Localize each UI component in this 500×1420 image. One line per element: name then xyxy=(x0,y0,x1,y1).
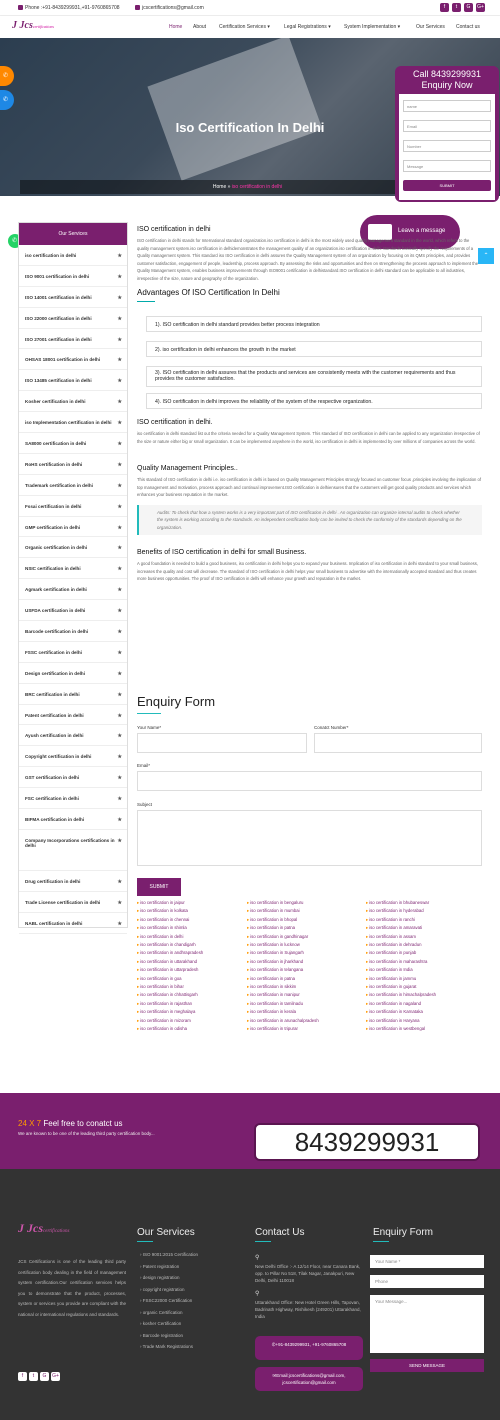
nav-home[interactable]: Home xyxy=(169,24,183,30)
star-icon: ★ xyxy=(117,420,122,427)
name-input[interactable] xyxy=(137,733,307,753)
footer-send-button[interactable]: SEND MESSAGE xyxy=(370,1359,484,1372)
footer-address-uttarakhand: Uttarakhand Office: New Hotel Green Hills, Tapovan, Badrinath Highway, Rishikesh (249201) Uttarakhand, India xyxy=(255,1300,361,1319)
main-content xyxy=(137,226,482,589)
star-icon: ★ xyxy=(117,629,122,636)
enquiry-popup xyxy=(395,66,499,202)
sidebar-item[interactable]: iso certification in delhi ★ xyxy=(19,245,127,266)
city-link[interactable]: ▸ iso certification in assam xyxy=(366,933,436,941)
location-icon: ⚲ xyxy=(255,1255,260,1261)
city-link[interactable]: ▸ iso certification in amaravati xyxy=(366,924,436,932)
city-link[interactable]: ▸ iso certification in hyderabad xyxy=(366,907,436,915)
city-link[interactable]: ▸ iso certification in jharkhand xyxy=(247,958,319,966)
footer-message-input[interactable]: Your Message... xyxy=(370,1295,484,1353)
paragraph: This standard of ISO certification in delhi i.e. iso certification in delhi is based on Quality Management Principles strongly focused on customer focus ,principles involving the implication of top management and motivation, process approach and continual improvement.ISO certification in delhiensures that the customers will get good quality products and services which enhances your business reputation in the market. xyxy=(137,477,482,497)
city-link[interactable]: ▸ iso certification in lucknow xyxy=(247,941,319,949)
facebook-icon[interactable]: f xyxy=(18,1372,27,1381)
contact-cta-band xyxy=(0,1093,500,1169)
nav-about[interactable]: About xyxy=(193,24,207,30)
sidebar-item[interactable]: Trade License certification in delhi ★ xyxy=(19,892,127,913)
chevron-right-icon: › xyxy=(140,1332,143,1338)
star-icon: ★ xyxy=(117,399,122,406)
popup-title: Enquiry Now xyxy=(421,80,473,90)
sidebar-item[interactable]: BRC certification in delhi ★ xyxy=(19,684,127,705)
sidebar-item[interactable]: Patent certification in delhi ★ xyxy=(19,705,127,726)
star-icon: ★ xyxy=(117,273,122,280)
footer-service-link[interactable]: › Patent registration xyxy=(140,1263,180,1269)
sidebar-item[interactable]: NABL certification in delhi ★ xyxy=(19,913,127,934)
heading-underline xyxy=(137,301,155,302)
chevron-up-icon: ⌃ xyxy=(483,253,489,259)
city-link[interactable]: ▸ iso certification in punjab xyxy=(366,949,436,957)
email-field-group xyxy=(137,763,482,791)
city-link[interactable]: ▸ iso certification in sikkim xyxy=(247,983,319,991)
sidebar-item[interactable]: ISO 13485 certification in delhi ★ xyxy=(19,370,127,391)
popup-phone[interactable]: Call 8439299931 xyxy=(412,69,482,79)
footer-service-link[interactable]: › kosher Certification xyxy=(140,1321,182,1326)
city-link[interactable]: ▸ iso certification in rajasthan xyxy=(137,1000,203,1008)
city-link[interactable]: ▸ iso certification in bengaluru xyxy=(247,899,319,907)
star-icon: ★ xyxy=(117,754,122,761)
location-icon: ⚲ xyxy=(255,1291,260,1297)
hero-image xyxy=(147,35,322,180)
star-icon: ★ xyxy=(117,482,122,489)
star-icon: ★ xyxy=(117,378,122,385)
city-link[interactable]: ▸ iso certification in himachalpradesh xyxy=(366,991,436,999)
city-link[interactable]: ▸ iso certification in odisha xyxy=(137,1025,203,1033)
city-link[interactable]: ▸ iso certification in arunachalpradesh xyxy=(247,1017,319,1025)
advantage-item: 3). ISO certification in delhi assures that the products and services are consistently meets with the customer requirements and thus provides the customer satisfaction. xyxy=(146,366,482,387)
sidebar-item[interactable]: USFDA certification in delhi ★ xyxy=(19,600,127,621)
star-icon: ★ xyxy=(117,837,122,844)
chevron-right-icon: › xyxy=(140,1321,143,1326)
footer-service-link[interactable]: › Trade Mark Registrations xyxy=(140,1344,194,1349)
sidebar-item[interactable]: FSSC certification in delhi ★ xyxy=(19,642,127,663)
city-link[interactable]: ▸ iso certification in bihar xyxy=(137,983,203,991)
nav-legal-registrations[interactable]: Legal Registrations ▾ xyxy=(284,24,331,30)
city-link[interactable]: ▸ iso certification in patna xyxy=(247,924,319,932)
whatsapp-icon: ✆ xyxy=(3,97,9,103)
page-title: Iso Certification In Delhi xyxy=(175,120,325,135)
google-icon[interactable]: G xyxy=(40,1372,49,1381)
breadcrumb-home[interactable]: Home xyxy=(212,184,227,190)
contact-label: Conatct Number* xyxy=(314,725,349,730)
city-link[interactable]: ▸ iso certification in tamilnadu xyxy=(247,1000,319,1008)
city-link[interactable]: ▸ iso certification in kolkata xyxy=(137,907,203,915)
city-link[interactable]: ▸ iso certification in jaipur xyxy=(137,899,203,907)
whatsapp-icon: ✆ xyxy=(12,238,18,244)
section-heading: Quality Management Principles.. xyxy=(137,465,238,472)
footer-name-input[interactable]: Your Name * xyxy=(370,1255,484,1268)
star-icon: ★ xyxy=(117,336,122,343)
paragraph: iso certification in delhi standard list out the criteria needed for a Quality Management System. This standard of ISO certification in delhi can be applied to any organization irrespective of the size or nature either big or small organization. It can be implemented anywhere in the world, iso certification in delhi is implemented by over millions of companies across the world. xyxy=(137,431,480,444)
footer-contact-title: Contact Us xyxy=(255,1227,305,1238)
city-link[interactable]: ▸ iso certification in andhrapradesh xyxy=(137,949,203,957)
section-heading: Benefits of ISO certification in delhi for small Business. xyxy=(137,549,307,556)
advantage-item: 1). ISO certification in delhi standard provides better process integration xyxy=(146,316,482,332)
city-link[interactable]: ▸ iso certification in maharashtra xyxy=(366,958,436,966)
nav-contact[interactable]: Contact us xyxy=(456,24,480,30)
city-link[interactable]: ▸ iso certification in meghalaya xyxy=(137,1008,203,1016)
city-link[interactable]: ▸ iso certification in bhopal xyxy=(247,916,319,924)
footer-services-list xyxy=(140,1249,198,1353)
star-icon: ★ xyxy=(117,545,122,552)
city-link[interactable]: ▸ iso certification in delhi xyxy=(137,933,203,941)
city-link[interactable]: ▸ iso certification in Haryana xyxy=(366,1017,436,1025)
popup-form xyxy=(399,94,495,200)
cities-column-3 xyxy=(366,899,436,1034)
facebook-icon[interactable]: f xyxy=(440,3,449,12)
city-link[interactable]: ▸ iso certification in chandigarh xyxy=(137,941,203,949)
footer-about: JCS Certifications is one of the leading third party certification body dealing in the field of management system certification.Our certification services helps you to demonstrate that the product, processes, system or services you provide are compliant with the national or international regulations and standards. xyxy=(18,1259,126,1317)
city-link[interactable]: ▸ iso certification in westbengal xyxy=(366,1025,436,1033)
star-icon: ★ xyxy=(117,920,122,927)
star-icon: ★ xyxy=(117,587,122,594)
heading-underline xyxy=(255,1241,271,1242)
footer-phone-input[interactable]: Phone xyxy=(370,1275,484,1288)
city-link[interactable]: ▸ iso certification in jammu xyxy=(366,975,436,983)
main-nav xyxy=(0,16,500,38)
footer-service-link[interactable]: › Barcode registration xyxy=(140,1332,184,1338)
chevron-right-icon: › xyxy=(140,1263,143,1269)
star-icon: ★ xyxy=(117,649,122,656)
city-link[interactable]: ▸ iso certification in Sujangarh xyxy=(247,949,319,957)
section-heading: ISO certification in delhi xyxy=(137,226,211,233)
intro-paragraph: ISO certification in delhi stands for International standard organization.iso certification in delhi is the most widely used quality management standard in the world, which refers to the quality management system.iso certification in delhidemonstrates the management quality of an organization.iso certification in delhi standards basically specify the requirements of a Quality management system. This standard iso ISO certification in delhi assures the Quality Management system of an organization by focusing on its QMS principles, and provides customer satisfaction, engagement of people, leadership, process approach. By assessing the risks and opportunities and then on strengthening the process approach to implement the Quality Management system, enables business improvements through ISO9001 certification in delhistandard.ISO certification in delhi standard can be applicable to all industries, irrespective of the size, nature and geography of the organization. xyxy=(137,238,479,281)
mail-icon: ✉ xyxy=(272,1373,277,1378)
star-icon: ★ xyxy=(117,253,122,259)
contact-input[interactable] xyxy=(314,733,482,753)
paragraph: A good foundation is needed to build a good business, iso certification in delhi helps you to expand your business. Implication of iso certification in delhi standard to your small business, increases the quality and cost will decrease. The standard of ISO certification in delhi helps your small business to advertise with the internationally accepted standard and thus creates more business opportunities. The proof of ISO certification in delhi will enhance your growth and reputation in the market. xyxy=(137,561,479,581)
city-link[interactable]: ▸ iso certification in telangana xyxy=(247,966,319,974)
contact-field-group xyxy=(314,725,482,753)
sidebar-item[interactable]: Design certification in delhi ★ xyxy=(19,663,127,684)
sidebar-item[interactable]: Copyright certification in delhi ★ xyxy=(19,746,127,767)
star-icon: ★ xyxy=(117,294,122,301)
star-icon: ★ xyxy=(117,899,122,906)
email-label: Email* xyxy=(137,763,151,768)
name-field-group xyxy=(137,725,307,753)
subject-label: Subject xyxy=(137,802,153,807)
sidebar-item[interactable]: ISO 22000 certification in delhi ★ xyxy=(19,308,127,329)
city-link[interactable]: ▸ iso certification in nagaland xyxy=(366,1000,436,1008)
nav-our-services[interactable]: Our Services xyxy=(416,24,445,30)
city-link[interactable]: ▸ iso certification in manipur xyxy=(247,991,319,999)
breadcrumb: Home » iso certification in delhi xyxy=(20,180,475,194)
section-heading: ISO certification in delhi. xyxy=(137,419,213,426)
star-icon: ★ xyxy=(117,503,122,510)
footer-service-link[interactable]: › copyright registration xyxy=(140,1286,185,1292)
twitter-icon[interactable]: t xyxy=(452,3,461,12)
form-title: Enquiry Form xyxy=(137,694,216,709)
city-link[interactable]: ▸ iso certification in India xyxy=(366,966,436,974)
advantage-item: 2). iso certification in delhi enhances the growth in the market xyxy=(146,341,482,357)
chevron-right-icon: › xyxy=(140,1344,143,1349)
sidebar-item[interactable]: FSC certification in delhi ★ xyxy=(19,788,127,809)
subject-input[interactable] xyxy=(137,810,482,866)
sidebar-item[interactable]: BIFMA certification in delhi ★ xyxy=(19,809,127,830)
sidebar-item[interactable]: OHSAS 18001 certification in delhi ★ xyxy=(19,349,127,370)
chevron-right-icon: › xyxy=(140,1275,143,1280)
cta-title: 24 X 7 Feel free to conatct us xyxy=(18,1119,123,1128)
cities-column-2 xyxy=(247,899,319,1034)
star-icon: ★ xyxy=(117,315,122,322)
city-link[interactable]: ▸ iso certification in patna xyxy=(247,975,319,983)
city-link[interactable]: ▸ iso certification in bhubaneswar xyxy=(366,899,436,907)
star-icon: ★ xyxy=(117,691,122,698)
chevron-right-icon: › xyxy=(140,1252,143,1257)
google-icon[interactable]: G xyxy=(464,3,473,12)
footer-service-link[interactable]: › ISO 9001:2015 Certification xyxy=(140,1252,199,1257)
mail-icon xyxy=(135,5,140,10)
city-link[interactable]: ▸ iso certification in gujarat xyxy=(366,983,436,991)
sidebar-item[interactable]: Ayush certification in delhi ★ xyxy=(19,725,127,746)
audits-quote: Audits: To check that how a system works is a very important part of ISO certification in delhi . An organization can organize internal audits to check whether the system is working according to the standards. An independent certification body can be invited to check the conformity of the standards depending on the organization. xyxy=(137,505,482,536)
site-logo[interactable]: J Jcscertifications xyxy=(12,20,54,31)
sidebar-item[interactable]: iso Implementation certification in delhi ★ xyxy=(19,412,127,433)
heading-underline xyxy=(137,1241,153,1242)
popup-number-input[interactable]: Number xyxy=(403,140,491,152)
star-icon: ★ xyxy=(117,712,122,719)
popup-message-input[interactable]: Message xyxy=(403,160,491,172)
city-link[interactable]: ▸ iso certification in chhattisgarh xyxy=(137,991,203,999)
phone-icon: ✆ xyxy=(3,73,9,79)
sidebar-item[interactable]: Fssai certification in delhi ★ xyxy=(19,496,127,517)
sidebar-item[interactable]: Organic certification in delhi ★ xyxy=(19,537,127,558)
sidebar-item[interactable]: RoHS certification in delhi ★ xyxy=(19,454,127,475)
sidebar-item[interactable]: SA8000 certification in delhi ★ xyxy=(19,433,127,454)
phone-icon: ✆ xyxy=(271,1342,276,1347)
city-link[interactable]: ▸ iso certification in uttarakhand xyxy=(137,958,203,966)
star-icon: ★ xyxy=(117,670,122,677)
star-icon: ★ xyxy=(117,357,122,364)
services-sidebar xyxy=(18,222,128,928)
cities-column-1 xyxy=(137,899,203,1034)
footer-service-link[interactable]: › FSSC22000 Certification xyxy=(140,1298,193,1303)
popup-email-input[interactable]: Email xyxy=(403,120,491,132)
cta-phone[interactable]: 8439299931 xyxy=(254,1123,480,1161)
sidebar-item[interactable]: ISO 27001 certification in delhi ★ xyxy=(19,329,127,350)
star-icon: ★ xyxy=(117,817,122,824)
city-link[interactable]: ▸ iso certification in mizoram xyxy=(137,1017,203,1025)
city-link[interactable]: ▸ iso certification in mumbai xyxy=(247,907,319,915)
form-submit-button[interactable]: SUBMIT xyxy=(137,878,181,896)
star-icon: ★ xyxy=(117,878,122,885)
advantage-item: 4). ISO certification in delhi improves the reliability of the system of the respective organization. xyxy=(146,393,482,409)
sidebar-item[interactable]: ISO 9001 certification in delhi ★ xyxy=(19,266,127,287)
star-icon: ★ xyxy=(117,441,122,448)
footer-service-link[interactable]: › design registration xyxy=(140,1275,180,1280)
sidebar-item[interactable]: GST certification in delhi ★ xyxy=(19,767,127,788)
city-link[interactable]: ▸ iso certification in ranchi xyxy=(366,916,436,924)
footer-phone-button[interactable]: ✆+91-8439299931, +91-9760865708 xyxy=(255,1336,363,1360)
twitter-icon[interactable]: t xyxy=(29,1372,38,1381)
advantages-heading: Advantages Of ISO Certification In Delhi xyxy=(137,288,280,297)
enquiry-form xyxy=(137,694,482,714)
star-icon: ★ xyxy=(117,461,122,468)
footer-logo[interactable]: J Jcscertifications xyxy=(18,1221,70,1235)
footer-services-title: Our Services xyxy=(137,1227,195,1238)
sidebar-item[interactable]: Kosher certification in delhi ★ xyxy=(19,391,127,412)
chevron-right-icon: › xyxy=(140,1286,143,1292)
city-link[interactable]: ▸ iso certification in Karnataka xyxy=(366,1008,436,1016)
star-icon: ★ xyxy=(117,796,122,803)
chevron-right-icon: › xyxy=(140,1298,143,1303)
city-link[interactable]: ▸ iso certification in tripurar xyxy=(247,1025,319,1033)
sidebar-item[interactable]: Drug certification in delhi ★ xyxy=(19,871,127,892)
sidebar-item[interactable]: ISO 14001 certification in delhi ★ xyxy=(19,287,127,308)
top-bar xyxy=(0,0,500,16)
google-plus-icon[interactable]: G+ xyxy=(52,1373,59,1379)
subject-field-group xyxy=(137,802,482,866)
email-input[interactable] xyxy=(137,771,482,791)
heading-underline xyxy=(137,713,161,714)
breadcrumb-current: iso certification in delhi xyxy=(231,184,283,190)
chevron-right-icon: › xyxy=(140,1309,143,1315)
sidebar-item[interactable]: GMP certification in delhi ★ xyxy=(19,517,127,538)
star-icon: ★ xyxy=(117,524,122,531)
nav-system-implementation[interactable]: System Implementation ▾ xyxy=(344,24,401,30)
sidebar-item[interactable]: Barcode certification in delhi ★ xyxy=(19,621,127,642)
popup-name-input[interactable]: name xyxy=(403,100,491,112)
cta-subtitle: We are known to be one of the leading third party certification body... xyxy=(18,1131,155,1136)
footer-service-link[interactable]: › organic Certification xyxy=(140,1309,183,1315)
footer-address-delhi: New Delhi Office :- A 12/14 Floor, near Canara Bank, opp. to Pillar No 518, Tilak Nagar, Janakpuri, New Delhi, Delhi 110018 xyxy=(255,1264,361,1283)
heading-underline xyxy=(373,1241,389,1242)
footer-social xyxy=(18,1361,60,1379)
sidebar-item[interactable]: NSIC certification in delhi ★ xyxy=(19,558,127,579)
sidebar-item[interactable]: Agmark certification in delhi ★ xyxy=(19,579,127,600)
leave-message-widget[interactable]: Leave a message xyxy=(360,215,460,249)
google-plus-icon[interactable]: G+ xyxy=(477,4,484,10)
nav-certification-services[interactable]: Certification Services ▾ xyxy=(219,24,270,30)
star-icon: ★ xyxy=(117,775,122,782)
sidebar-title: Our Services xyxy=(19,223,127,245)
sidebar-item[interactable]: Company Incorporations certifications in delhi ★ xyxy=(19,830,127,871)
city-link[interactable]: ▸ iso certification in shimla xyxy=(137,924,203,932)
city-link[interactable]: ▸ iso certification in dehradun xyxy=(366,941,436,949)
footer xyxy=(0,1169,500,1420)
popup-submit-button[interactable]: SUBMIT xyxy=(403,180,491,191)
city-link[interactable]: ▸ iso certification in uttarpradesh xyxy=(137,966,203,974)
email-info[interactable]: jcscertifications@gmail.com xyxy=(135,5,204,11)
star-icon: ★ xyxy=(117,566,122,573)
city-link[interactable]: ▸ iso certification in goa xyxy=(137,975,203,983)
phone-icon xyxy=(18,5,23,10)
sidebar-item[interactable]: Trademark certification in delhi ★ xyxy=(19,475,127,496)
footer-email-button[interactable]: ✉Email:jcscertifications@gmail.com, jcscertification@gmail.com xyxy=(255,1367,363,1391)
city-link[interactable]: ▸ iso certification in gandhinagar xyxy=(247,933,319,941)
phone-info[interactable]: Phone :+91-8439299931,+91-9760865708 xyxy=(18,5,120,11)
name-label: Your Name* xyxy=(137,725,162,730)
star-icon: ★ xyxy=(117,608,122,615)
city-link[interactable]: ▸ iso certification in chennai xyxy=(137,916,203,924)
footer-enquiry-title: Enquiry Form xyxy=(373,1227,434,1238)
city-link[interactable]: ▸ iso certification in kerala xyxy=(247,1008,319,1016)
star-icon: ★ xyxy=(117,733,122,740)
